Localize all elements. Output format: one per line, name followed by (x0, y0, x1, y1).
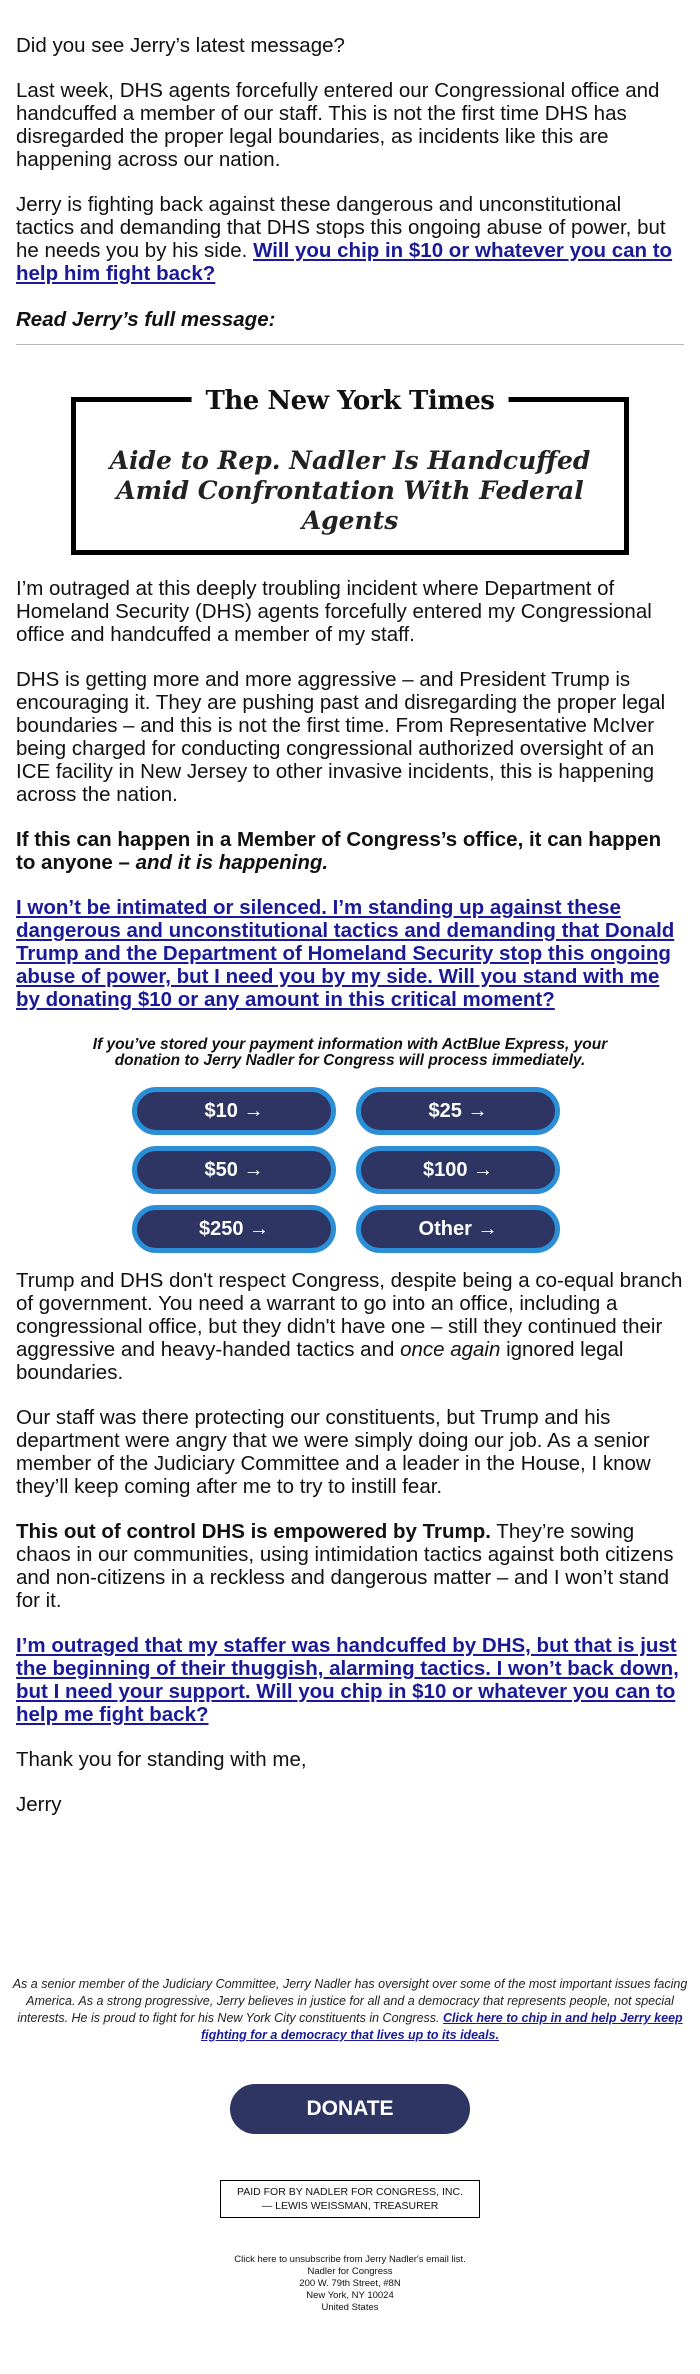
donate-other-button[interactable]: Other → (356, 1205, 560, 1253)
paid-for-line-2: — LEWIS WEISSMAN, TREASURER (261, 2200, 439, 2212)
read-full-heading: Read Jerry’s full message: (16, 308, 276, 331)
intro-paragraph-2-text: Jerry is fighting back against these dangerous and unconstitutional tactics and demanding that DHS stops this ongoing abuse of power, but he needs you by his side. (16, 193, 666, 262)
body-paragraph-4 (16, 896, 684, 1011)
paid-for-line-1: PAID FOR BY NADLER FOR CONGRESS, INC. (237, 2186, 463, 2198)
donate-250-button[interactable]: $250 → (132, 1205, 336, 1253)
body-paragraph-1: I’m outraged at this deeply troubling incident where Department of Homeland Security (DHS) agents forcefully entered my Congressional office and handcuffed a member of my staff. (16, 577, 652, 646)
chip-in-link-closing[interactable]: I’m outraged that my staffer was handcuffed by DHS, but that is just the beginning of their thuggish, alarming tactics. I won’t back down, but I need your support. Will you chip in $10 or whatever you can to help me fight back? (16, 1634, 679, 1726)
body-paragraph-7-rest: They’re sowing chaos in our communities, using intimidation tactics against both citizens and non-citizens in a reckless and dangerous matter – and I won’t stand for it. (16, 1520, 674, 1612)
actblue-note: If you’ve stored your payment information with ActBlue Express, your donation to Jerry Nadler for Congress will process immediately. (92, 1036, 608, 1069)
address-line-3: New York, NY 10024 (306, 2290, 394, 2301)
body-paragraph-5 (16, 1269, 684, 1384)
signature: Jerry (16, 1793, 62, 1816)
donate-50-button[interactable]: $50 → (132, 1146, 336, 1194)
chip-in-link-intro[interactable]: Will you chip in $10 or whatever you can to help him fight back? (16, 239, 673, 285)
nyt-article-card[interactable] (71, 386, 629, 555)
closing-line: Thank you for standing with me, (16, 1748, 307, 1771)
unsubscribe-link[interactable]: Click here to unsubscribe from Jerry Nadler's email list. (234, 2254, 466, 2265)
footer-address (0, 2254, 700, 2374)
donate-link-main[interactable]: I won’t be intimated or silenced. I’m standing up against these dangerous and unconstitutional tactics and demanding that Donald Trump and the Department of Homeland Security stop this ongoing abuse of power, but I need you by my side. Will you stand with me by donating $10 or any amount in this critical moment? (16, 896, 675, 1011)
donate-10-button[interactable]: $10 → (132, 1087, 336, 1135)
donate-button[interactable]: DONATE (230, 2084, 470, 2134)
address-line-2: 200 W. 79th Street, #8N (299, 2278, 401, 2289)
body-paragraph-6: Our staff was there protecting our constituents, but Trump and his department were angry that we were simply doing our job. As a senior member of the Judiciary Committee and a leader in the House, I know they’ll keep coming after me to try to instill fear. (16, 1406, 651, 1498)
body-paragraph-5-italic: once again (400, 1338, 501, 1361)
footer-chip-in-link[interactable]: Click here to chip in and help Jerry keep fighting for a democracy that lives up to its ideals. (201, 2011, 683, 2042)
address-line-4: United States (321, 2302, 379, 2313)
body-paragraph-3-italic: and it is happening. (135, 851, 329, 874)
body-paragraph-7-bold: This out of control DHS is empowered by Trump. (16, 1520, 491, 1543)
body-paragraph-5-b: ignored legal boundaries. (16, 1338, 624, 1384)
donate-25-button[interactable]: $25 → (356, 1087, 560, 1135)
address-line-1: Nadler for Congress (307, 2266, 393, 2277)
greeting: Did you see Jerry’s latest message? (16, 34, 345, 57)
body-paragraph-2: DHS is getting more and more aggressive – and President Trump is encouraging it. They are pushing past and disregarding the proper legal boundaries – and this is not the first time. From Representative McIver being charged for conducting congressional authorized oversight of an ICE facility in New Jersey to other invasive incidents, this is happening across the nation. (16, 668, 666, 806)
nyt-logo: The New York Times (192, 386, 509, 416)
footer-note (0, 1976, 700, 2044)
footer-note-text: As a senior member of the Judiciary Committee, Jerry Nadler has oversight over some of the most important issues facing America. As a strong progressive, Jerry believes in justice for all and a democracy that represents people, not special interests. He is proud to fight for his New York City constituents in Congress. (12, 1977, 688, 2025)
intro-paragraph-1: Last week, DHS agents forcefully entered our Congressional office and handcuffed a member of our staff. This is not the first time DHS has disregarded the proper legal boundaries, as incidents like this are happening across our nation. (16, 79, 660, 171)
nyt-headline: Aide to Rep. Nadler Is Handcuffed Amid Confrontation With Federal Agents (109, 446, 591, 535)
body-paragraph-5-a: Trump and DHS don't respect Congress, despite being a co-equal branch of government. You need a warrant to go into an office, including a congressional office, but they didn't have one – still they continued their aggressive and heavy-handed tactics and (16, 1269, 683, 1361)
intro-paragraph-2 (16, 193, 684, 285)
donation-button-grid (132, 1087, 568, 1253)
body-paragraph-3 (16, 828, 684, 874)
body-paragraph-7 (16, 1520, 684, 1612)
donate-100-button[interactable]: $100 → (356, 1146, 560, 1194)
paid-for-box (220, 2180, 480, 2218)
divider (16, 344, 684, 345)
body-paragraph-3-bold: If this can happen in a Member of Congress’s office, it can happen to anyone – (16, 828, 662, 874)
body-paragraph-8 (16, 1634, 684, 1726)
